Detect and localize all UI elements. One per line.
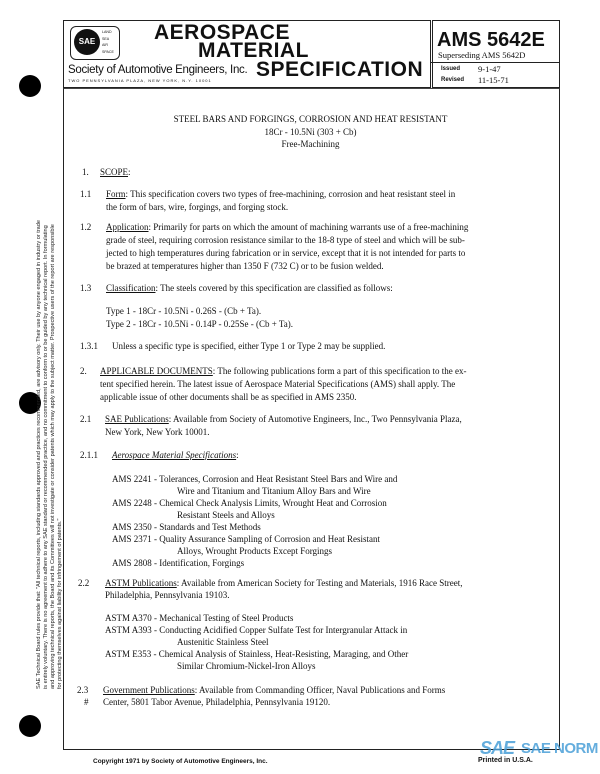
issued-date: 9-1-47 <box>478 64 501 74</box>
document-page: SAE Technical Board rules provide that: "All technical reports, including standards approved and practices recommended, are advisory only. Their use by anyone engaged in industry or trade is entirely voluntary. There is no agreement to adhere to any SAE standard or recommended practice, and no commitment to conform to or be guided by any technical report. In formulating and approving technical reports, the Board and its Committees will not investigate or consider patents which may apply to the subject matter. Prospective users of the report are responsible for protecting themselves against liability for infringement of patents." SAE LAND SEA AIR SPACE AEROSPACE MATERIAL SPECIFICATION Society of Automotive Engineers, Inc. TWO PENNSYLVANIA PLAZA, NEW YORK, N.Y. 10001 AMS 5642E Superseding AMS 5642D Issued 9-1-47 Revised 11-15-71 STEEL BARS AND FORGINGS, CORROSION AND HEAT RESISTANT 18Cr - 10.5Ni (303 + Cb) Free-Machining 1. SCOPE: 1.1 Form: This specification covers two types of free-machining, corrosion and heat resistant steel in the form of bars, wire, forgings, and forging stock. 1.2 Application: Primarily for parts on which the amount of machining warrants use of a free-machining grade of steel, requiring corrosion resistance similar to the 18-8 type of steel and which will be sub- jected to high temperatures during fabrication or in service, except that it is not intended for parts to be brazed at temperatures higher than 1350 F (732 C) or to be fusion welded. 1.3 Classification: The steels covered by this specification are classified as follows: Type 1 - 18Cr - 10.5Ni - 0.26S - (Cb + Ta). Type 2 - 18Cr - 10.5Ni - 0.14P - 0.25Se - (Cb + Ta). 1.3.1 Unless a specific type is specified, either Type 1 or Type 2 may be supplied. 2. APPLICABLE DOCUMENTS: The following publications form a part of this specification to the ex- tent specified herein. The latest issue of Aerospace Material Specifications (AMS) shall apply. The applicable issue of other documents shall be as specified in AMS 2350. 2.1 SAE Publications: Available from Society of Automotive Engineers, Inc., Two Pennsylvania Plaza, New York, New York 10001. 2.1.1 Aerospace Material Specifications: AMS 2241 - Tolerances, Corrosion and Heat Resistant Steel Bars and Wire and Wire and Titanium and Titanium Alloy Bars and Wire AMS 2248 - Chemical Check Analysis Limits, Wrought Heat and Corrosion Resistant Steels and Alloys AMS 2350 - Standards and Test Methods AMS 2371 - Quality Assurance Sampling of Corrosion and Heat Resistant Alloys, Wrought Products Except Forgings AMS 2808 - Identification, Forgings 2.2 ASTM Publications: Available from American Society for Testing and Materials, 1916 Race Street, Philadelphia, Pennsylvania 19103. ASTM A370 - Mechanical Testing of Steel Products ASTM A393 - Conducting Acidified Copper Sulfate Test for Intergranular Attack in Austenitic Stainless Steel ASTM E353 - Chemical Analysis of Stainless, Heat-Resisting, Maraging, and Other Similar Chromium-Nickel-Iron Alloys 2.3 # Government Publications: Available from Commanding Officer, Naval Publications and Forms Center, 5801 Tabor Avenue, Philadelphia, Pennsylvania 19120. Copyright 1971 by Society of Automotive Engineers, Inc. Printed in U.S.A. SAE SAE NORM <box>0 0 600 774</box>
issued-label: Issued <box>441 66 461 72</box>
type-2: Type 2 - 18Cr - 10.5Ni - 0.14P - 0.25Se - (Cb + Ta). <box>106 319 294 329</box>
doc-title: Identification, Forgings <box>159 558 245 568</box>
section-heading: SCOPE <box>100 167 129 177</box>
doc-id: ASTM E353 <box>105 649 152 659</box>
doc-id: AMS 2350 <box>112 522 152 532</box>
society-address: TWO PENNSYLVANIA PLAZA, NEW YORK, N.Y. 10001 <box>68 78 212 83</box>
text: Center, 5801 Tabor Avenue, Philadelphia, Pennsylvania 19120. <box>103 697 331 707</box>
document-title <box>63 113 558 151</box>
doc-id: ASTM A370 <box>105 613 152 623</box>
section-heading: Classification <box>106 283 156 293</box>
doc-title: Mechanical Testing of Steel Products <box>159 613 294 623</box>
copyright: Copyright 1971 by Society of Automotive Engineers, Inc. <box>93 758 268 765</box>
section-heading: Aerospace Material Specifications <box>112 450 237 460</box>
text: : Available from Society of Automotive Engineers, Inc., Two Pennsylvania Plaza, <box>168 414 462 424</box>
doc-title: Similar Chromium-Nickel-Iron Alloys <box>177 661 316 671</box>
section-number: 2.2 <box>78 578 90 588</box>
punch-hole <box>19 715 41 737</box>
watermark-logo: SAE <box>480 738 515 758</box>
doc-title: Tolerances, Corrosion and Heat Resistant Steel Bars and Wire and <box>159 474 398 484</box>
text: New York, New York 10001. <box>105 427 210 437</box>
section-number: 1.2 <box>80 222 92 232</box>
text: applicable issue of other documents shall be as specified in AMS 2350. <box>100 392 357 402</box>
revised-date: 11-15-71 <box>478 75 509 85</box>
doc-title: Resistant Steels and Alloys <box>177 510 275 520</box>
text: : <box>128 167 131 177</box>
doc-title: Austenitic Stainless Steel <box>177 637 269 647</box>
text: be brazed at temperatures higher than 1350 F (732 C) or to be fusion welded. <box>106 261 384 271</box>
text: tent specified herein. The latest issue of Aerospace Material Specifications (AMS) shall apply. The <box>100 379 456 389</box>
section-number: 2.1.1 <box>80 450 98 460</box>
title-specification: SPECIFICATION <box>256 58 424 81</box>
sidebar-notice: SAE Technical Board rules provide that: "All technical reports, including standards approved and practices recommended, are advisory only. Their use by anyone engaged in industry or trade is entirely voluntary. There is no agreement to adhere to any SAE standard or recommended practice, and no commitment to conform to or be guided by any technical report. In formulating and approving technical reports, the Board and its Committees will not investigate or consider patents which may apply to the subject matter. Prospective users of the report are responsible for protecting themselves against liability for infringement of patents." <box>36 219 63 689</box>
doc-title: Alloys, Wrought Products Except Forgings <box>177 546 333 556</box>
logo-text: LAND <box>102 30 112 34</box>
title-line: STEEL BARS AND FORGINGS, CORROSION AND HEAT RESISTANT <box>173 114 448 124</box>
text: : <box>236 450 239 460</box>
doc-id: AMS 2371 <box>112 534 152 544</box>
doc-title: Conducting Acidified Copper Sulfate Test for Intergranular Attack in <box>159 625 408 635</box>
section-heading: Government Publications <box>103 685 195 695</box>
doc-title: Chemical Check Analysis Limits, Wrought Heat and Corrosion <box>159 498 387 508</box>
society-name: Society of Automotive Engineers, Inc. <box>68 64 248 76</box>
section-number: 1. <box>82 167 89 177</box>
section-number: 1.3 <box>80 283 92 293</box>
text: : Available from American Society for Testing and Materials, 1916 Race Street, <box>176 578 463 588</box>
section-heading: Form <box>106 189 126 199</box>
title-material: MATERIAL <box>198 39 309 62</box>
section-heading: Application <box>106 222 149 232</box>
text: jected to high temperatures during fabrication or in service, except that it is not intended for parts to <box>106 248 466 258</box>
printed-in: Printed in U.S.A. <box>478 757 533 764</box>
title-aerospace: AEROSPACE <box>154 21 290 44</box>
watermark-text: SAE NORM <box>521 740 598 757</box>
revision-mark: # <box>84 697 89 707</box>
doc-id: ASTM A393 <box>105 625 152 635</box>
text: grade of steel, requiring corrosion resistance similar to the 18-8 type of steel and which will be sub- <box>106 235 465 245</box>
section-heading: APPLICABLE DOCUMENTS <box>100 366 213 376</box>
doc-title: Quality Assurance Sampling of Corrosion and Heat Resistant <box>159 534 380 544</box>
doc-id: AMS 2808 <box>112 558 152 568</box>
text: the form of bars, wire, forgings, and forging stock. <box>106 202 289 212</box>
punch-hole <box>19 75 41 97</box>
doc-title: Chemical Analysis of Stainless, Heat-Resisting, Maraging, and Other <box>158 649 409 659</box>
section-heading: ASTM Publications <box>105 578 177 588</box>
title-line: 18Cr - 10.5Ni (303 + Cb) <box>264 126 357 137</box>
logo-text: AIR <box>102 43 108 47</box>
text: : Primarily for parts on which the amount of machining warrants use of a free-machining <box>148 222 469 232</box>
doc-id: AMS 2248 <box>112 498 152 508</box>
section-heading: SAE Publications <box>105 414 169 424</box>
text: : The following publications form a part of this specification to the ex- <box>212 366 467 376</box>
logo-text: SEA <box>102 36 110 41</box>
section-number: 2.3 <box>77 685 89 695</box>
doc-id: AMS 2241 <box>112 474 152 484</box>
text: Unless a specific type is specified, either Type 1 or Type 2 may be supplied. <box>112 341 386 351</box>
section-number: 2.1 <box>80 414 92 424</box>
section-number: 1.1 <box>80 189 92 199</box>
text: : Available from Commanding Officer, Naval Publications and Forms <box>194 685 446 695</box>
doc-title: Wire and Titanium and Titanium Alloy Bars and Wire <box>177 486 371 496</box>
document-number: AMS 5642E <box>437 29 545 51</box>
section-number: 2. <box>80 366 87 376</box>
title-line: Free-Machining <box>281 139 340 149</box>
text: Philadelphia, Pennsylvania 19103. <box>105 590 230 600</box>
logo-text: SPACE <box>102 49 114 54</box>
text: : The steels covered by this specification are classified as follows: <box>155 283 393 293</box>
logo-emblem: SAE <box>74 29 100 55</box>
sae-logo <box>70 26 120 60</box>
revised-label: Revised <box>441 77 465 83</box>
superseding: Superseding AMS 5642D <box>438 50 526 60</box>
type-1: Type 1 - 18Cr - 10.5Ni - 0.26S - (Cb + Ta). <box>106 306 262 316</box>
doc-title: Standards and Test Methods <box>159 522 261 532</box>
text: : This specification covers two types of free-machining, corrosion and heat resistant steel in <box>125 189 456 199</box>
section-number: 1.3.1 <box>80 341 98 351</box>
